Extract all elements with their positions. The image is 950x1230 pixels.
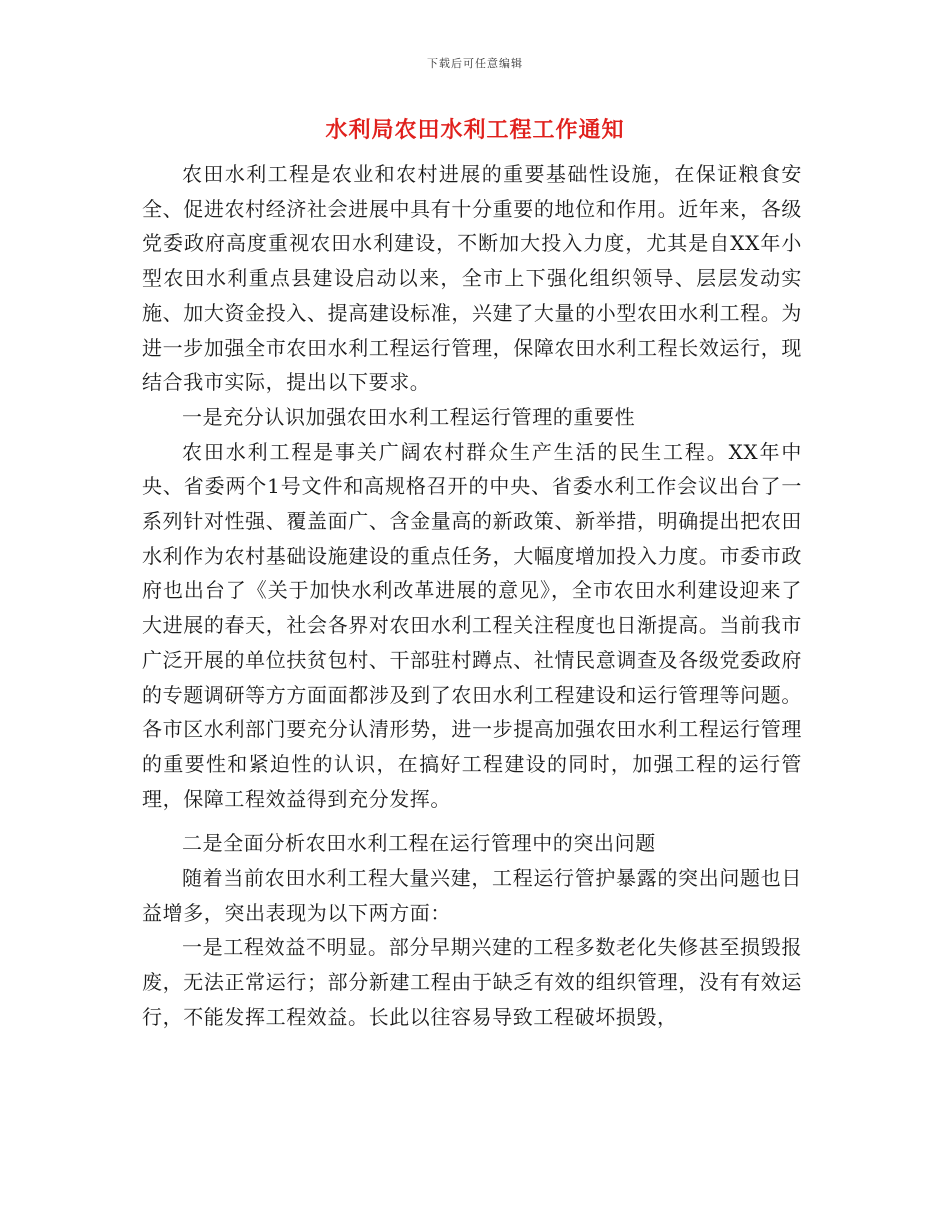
document-title: 水利局农田水利工程工作通知 — [325, 117, 625, 143]
paragraph-section-2-point-1: 一是工程效益不明显。部分早期兴建的工程多数老化失修甚至损毁报废，无法正常运行；部分新建工程由于缺乏有效的组织管理，没有有效运行，不能发挥工程效益。长此以往容易导致工程破坏损毁， — [142, 935, 802, 1029]
paragraph-section-2-intro: 随着当前农田水利工程大量兴建，工程运行管护暴露的突出问题也日益增多，突出表现为以下两方面： — [142, 866, 802, 925]
paragraph-section-1: 农田水利工程是事关广阔农村群众生产生活的民生工程。XX年中央、省委两个1号文件和高规格召开的中央、省委水利工作会议出台了一系列针对性强、覆盖面广、含金量高的新政策、新举措，明确提出把农田水利作为农村基础设施建设的重点任务，大幅度增加投入力度。市委市政府也出台了《关于加快水利改革进展的意见》，全市农田水利建设迎来了大进展的春天，社会各界对农田水利工程关注程度也日渐提高。当前我市广泛开展的单位扶贫包村、干部驻村蹲点、社情民意调查及各级党委政府的专题调研等方方面面都涉及到了农田水利工程建设和运行管理等问题。各市区水利部门要充分认清形势，进一步提高加强农田水利工程运行管理的重要性和紧迫性的认识，在搞好工程建设的同时，加强工程的运行管理，保障工程效益得到充分发挥。 — [142, 439, 802, 811]
section-heading-2: 二是全面分析农田水利工程在运行管理中的突出问题 — [182, 831, 656, 856]
section-heading-1: 一是充分认识加强农田水利工程运行管理的重要性 — [182, 404, 636, 429]
paragraph-intro: 农田水利工程是农业和农村进展的重要基础性设施，在保证粮食安全、促进农村经济社会进展中具有十分重要的地位和作用。近年来，各级党委政府高度重视农田水利建设，不断加大投入力度，尤其是自XX年小型农田水利重点县建设启动以来，全市上下强化组织领导、层层发动实施、加大资金投入、提高建设标准，兴建了大量的小型农田水利工程。为进一步加强全市农田水利工程运行管理，保障农田水利工程长效运行，现结合我市实际，提出以下要求。 — [142, 162, 802, 395]
header-note: 下载后可任意编辑 — [427, 57, 523, 70]
document-body — [142, 157, 802, 1035]
